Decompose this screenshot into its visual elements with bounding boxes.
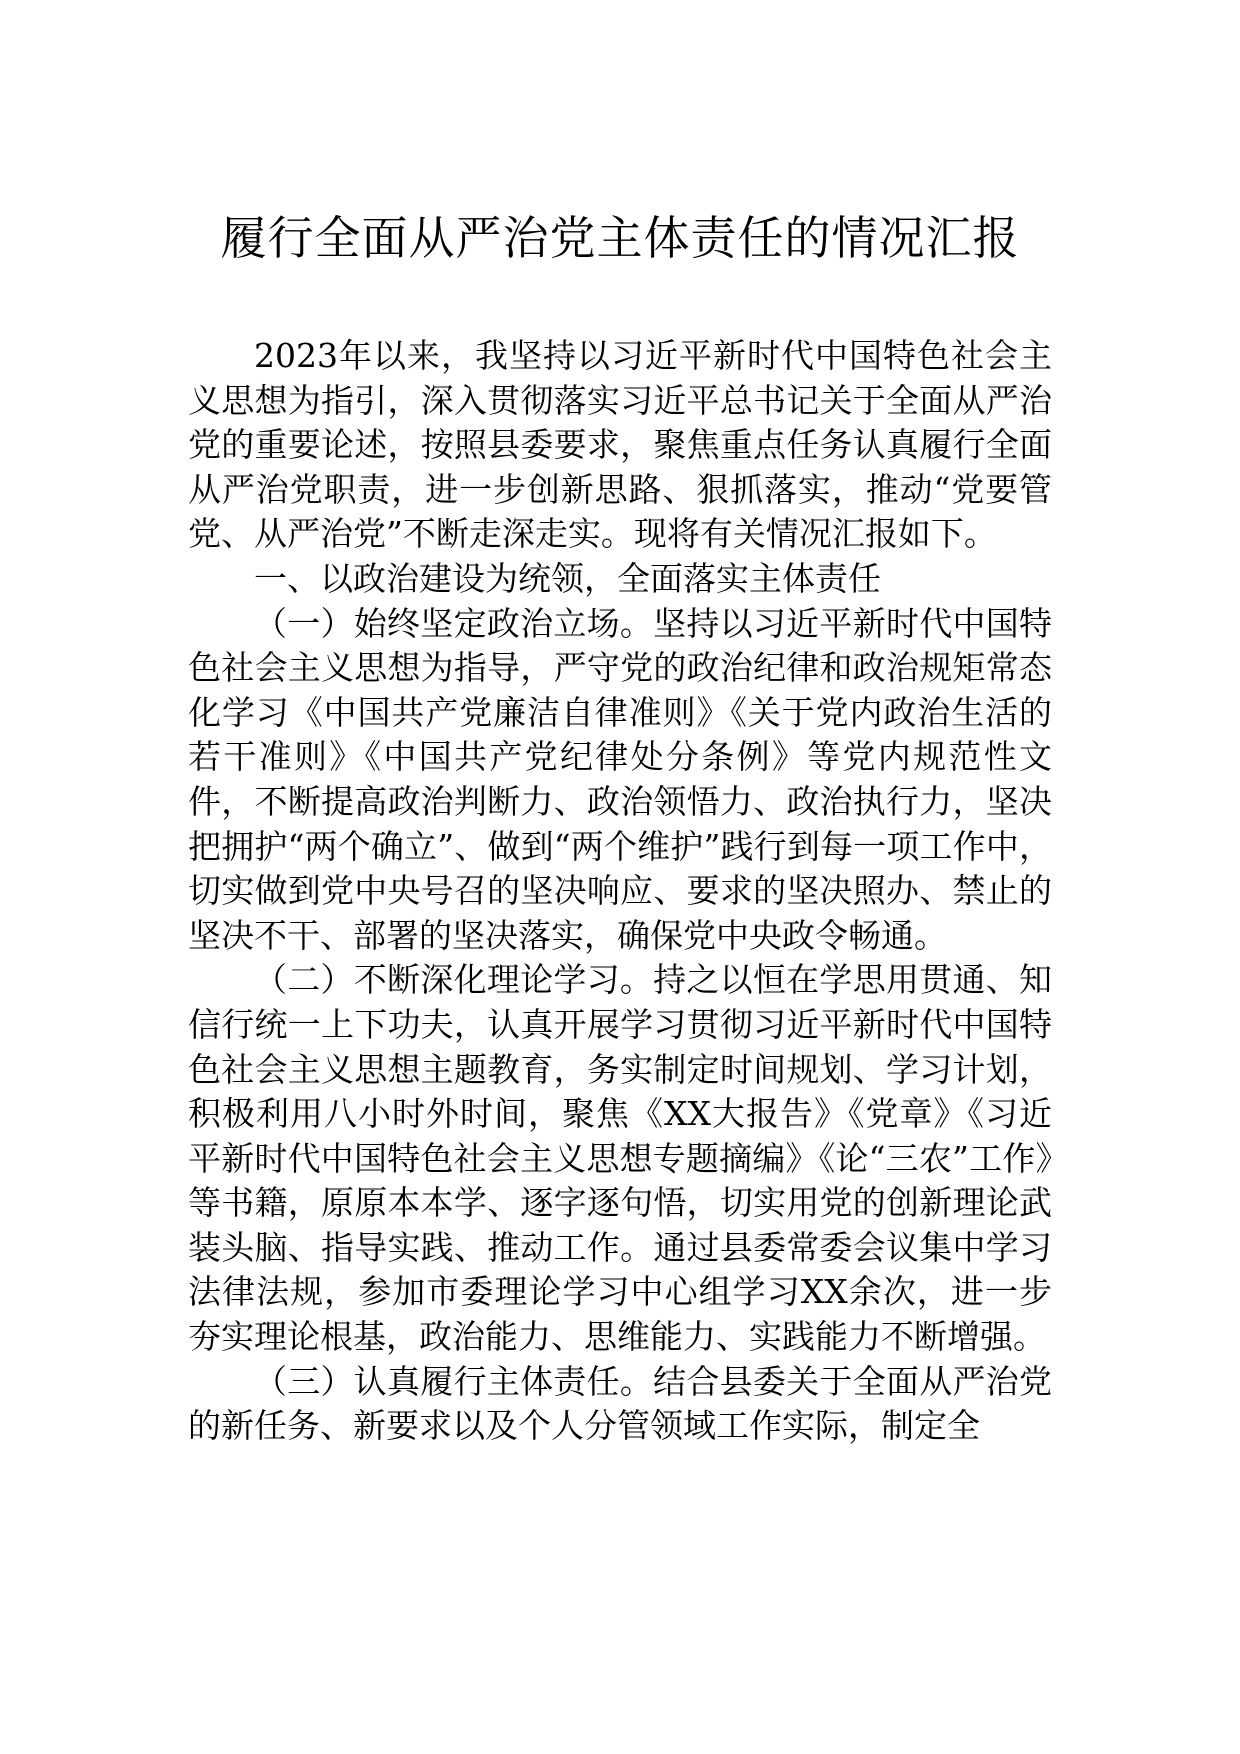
paragraph-section-1: （一）始终坚定政治立场。坚持以习近平新时代中国特色社会主义思想为指导，严守党的政治纪律和政治规矩常态化学习《中国共产党廉洁自律准则》《关于党内政治生活的若干准则》《中国共产党纪律处分条例》等党内规范性文件，不断提高政治判断力、政治领悟力、政治执行力，坚决把拥护“两个确立”、做到“两个维护”践行到每一项工作中，切实做到党中央号召的坚决响应、要求的坚决照办、禁止的坚决不干、部署的坚决落实，确保党中央政令畅通。 (188, 603, 1052, 955)
paragraph-section-2: （二）不断深化理论学习。持之以恒在学思用贯通、知信行统一上下功夫，认真开展学习贯彻习近平新时代中国特色社会主义思想主题教育，务实制定时间规划、学习计划，积极利用八小时外时间，聚焦《XX大报告》《党章》《习近平新时代中国特色社会主义思想专题摘编》《论“三农”工作》等书籍，原原本本学、逐字逐句悟，切实用党的创新理论武装头脑、指导实践、推动工作。通过县委常委会议集中学习法律法规，参加市委理论学习中心组学习XX余次，进一步夯实理论根基，政治能力、思维能力、实践能力不断增强。 (188, 960, 1052, 1357)
section-heading: 一、以政治建设为统领，全面落实主体责任 (254, 558, 881, 598)
paragraph-intro: 2023年以来，我坚持以习近平新时代中国特色社会主义思想为指引，深入贯彻落实习近平总书记关于全面从严治党的重要论述，按照县委要求，聚焦重点任务认真履行全面从严治党职责，进一步创新思路、狠抓落实，推动“党要管党、从严治党”不断走深走实。现将有关情况汇报如下。 (188, 336, 1052, 554)
document-body (188, 334, 1052, 1449)
document-title: 履行全面从严治党主体责任的情况汇报 (220, 211, 1020, 265)
paragraph-section-3: （三）认真履行主体责任。结合县委关于全面从严治党的新任务、新要求以及个人分管领域工作实际，制定全 (188, 1361, 1052, 1446)
